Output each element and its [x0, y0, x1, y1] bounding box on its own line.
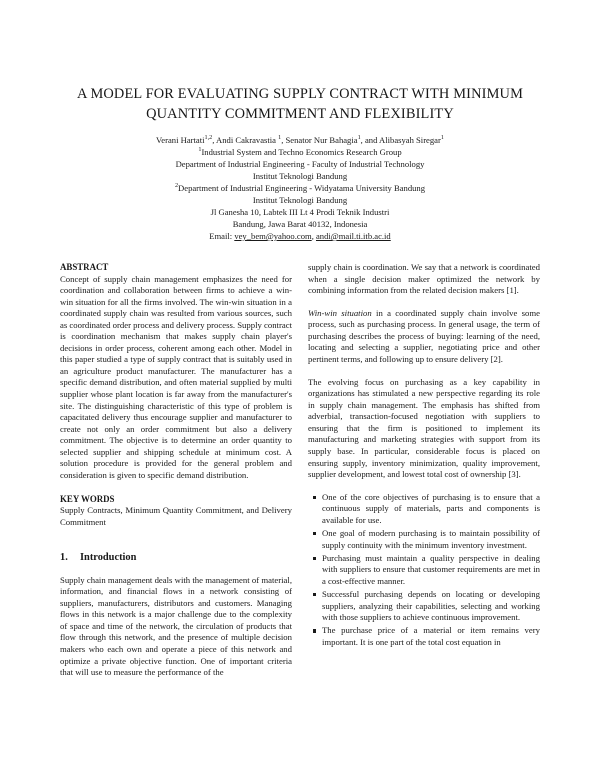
author-sup-4: 1 — [440, 134, 444, 142]
left-column — [60, 262, 292, 679]
affiliation-line-2: Department of Industrial Engineering - Faculty of Industrial Technology — [175, 159, 425, 169]
right-column — [308, 262, 540, 650]
square-bullet-icon — [313, 557, 316, 560]
list-item — [308, 553, 540, 588]
author-name-4: , and Alibasyah Siregar — [360, 135, 441, 145]
introduction-number: 1. — [60, 551, 68, 563]
purchasing-objectives-list — [308, 492, 540, 648]
author-name-3: , Senator Nur Bahagia — [281, 135, 358, 145]
author-name-1: Verani Hartati — [156, 135, 205, 145]
authors-affiliation-block — [60, 134, 540, 242]
list-item-text: Purchasing must maintain a quality perspective in dealing with suppliers to ensure that customer requirements are met in a cost-effective manner. — [322, 552, 540, 586]
author-sup-2: 1 — [278, 134, 282, 142]
author-sup-1: 1,2 — [204, 134, 213, 142]
email-label: Email: — [209, 231, 235, 241]
keywords-heading: KEY WORDS — [60, 493, 115, 504]
introduction-paragraph-1-continued: supply chain is coordination. We say that a network is coordinated when a single decision maker optimized the network by combining information from the related decision makers [1]. — [308, 262, 540, 296]
page-title: A MODEL FOR EVALUATING SUPPLY CONTRACT WITH MINIMUM QUANTITY COMMITMENT AND FLEXIBILITY — [76, 86, 524, 122]
winwin-italic-lead: Win-win situation — [308, 307, 372, 318]
list-item-text: One of the core objectives of purchasing is to ensure that a continuous supply of materials, parts and components is available for use. — [322, 491, 540, 525]
evolving-focus-paragraph: The evolving focus on purchasing as a key capability in organizations has stimulated a new perspective regarding its role in supply chain management. The emphasis has shifted from adverbial, transaction-focused negotiation with suppliers to ensuring that the firm is positioned to implement its manufacturing and marketing strategies with support from its supply base. In particular, considerable focus is placed on ensuring supply, inventory minimization, quality improvement, supplier development, and lowest total cost of ownership [3]. — [308, 376, 540, 480]
square-bullet-icon — [313, 532, 316, 535]
introduction-heading — [60, 551, 292, 564]
affiliation-line-5: Institut Teknologi Bandung — [252, 195, 348, 205]
square-bullet-icon — [313, 629, 316, 632]
list-item-text: Successful purchasing depends on locating or developing suppliers, analyzing their capabilities, selecting and working with those suppliers to achieve continuous improvement. — [322, 589, 540, 623]
affiliation-line-6: Jl Ganesha 10, Labtek III Lt 4 Prodi Teknik Industri — [210, 207, 390, 217]
winwin-rest: in a coordinated supply chain involve some process, such as purchasing process. In general usage, the term of purchasing describes the process of buying: learning of the need, locating and selecting a supplier, negotiating price and other pertinent terms, and following up to ensure delivery [2]. — [308, 307, 540, 365]
authors-line — [60, 134, 540, 146]
email-separator: , — [311, 231, 316, 241]
affiliation-text-1: Industrial System and Techno Economics Research Group — [201, 147, 402, 157]
affiliation-marker-1: 1 — [198, 146, 202, 154]
list-item — [308, 589, 540, 624]
email-link-2[interactable]: andi@mail.ti.itb.ac.id — [315, 231, 391, 241]
list-item-text: The purchase price of a material or item remains very important. It is one part of the total cost equation in — [322, 625, 540, 647]
affiliation-line-7: Bandung, Jawa Barat 40132, Indonesia — [232, 219, 368, 229]
email-link-1[interactable]: vey_bem@yahoo.com — [234, 231, 312, 241]
introduction-heading-label: Introduction — [80, 551, 137, 563]
affiliation-line-3: Institut Teknologi Bandung — [252, 171, 348, 181]
email-line — [60, 230, 540, 242]
affiliation-text-4: Department of Industrial Engineering - Widyatama University Bandung — [178, 183, 426, 193]
abstract-body: Concept of supply chain management emphasizes the need for coordination and collaboration between firms to achieve a win-win situation for all the firms involved. The win-win situation in a coordinated supply chain was resulted from various sources, such as coordinated order process and delivery process. Supply contract is coordination mechanism that makes supply chain player's decisions in order process, coherent among each other. Model in this paper studied a type of supply contract that is suitably used in an agriculture product manufacturer. The manufacturer has a specific demand distribution, and often material supplied by multi supplier whose plant location is far away from the manufacturer's site. The distinguishing characteristic of this type of problem is capacitated delivery thus encourage supplier and manufacturer to create not only an order commitment but also a delivery commitment. The objective is to determine an order quantity to selected supplier and shipping schedule at minimum cost. A solution procedure is provided for the general problem and consideration is given to specific demand distribution. — [60, 273, 292, 480]
affiliation-marker-2: 2 — [174, 182, 179, 190]
list-item-text: One goal of modern purchasing is to maintain possibility of supply continuity with the minimum inventory investment. — [322, 528, 540, 550]
author-name-2: , Andi Cakravastia — [212, 135, 279, 145]
affiliation-line-1 — [60, 146, 540, 158]
list-item — [308, 625, 540, 648]
introduction-paragraph-1: Supply chain management deals with the management of material, information, and financial flows in a network consisting of suppliers, manufacturers, distributors and customers. Managing flows in this network is a major challenge due to the complexity of space and time of the network, the circulation of products that flow through this network, and the presence of multiple decision makers who each own and operate a piece of this network and optimize a private objective function. One of important criteria that will use to measure the performance of the — [60, 574, 292, 678]
list-item — [308, 492, 540, 527]
author-sup-3: 1 — [357, 134, 361, 142]
affiliation-line-4 — [60, 182, 540, 194]
winwin-paragraph — [308, 308, 540, 366]
abstract-heading: ABSTRACT — [60, 262, 109, 272]
square-bullet-icon — [313, 496, 316, 499]
square-bullet-icon — [313, 593, 316, 596]
keywords-body: Supply Contracts, Minimum Quantity Commitment, and Delivery Commitment — [60, 505, 292, 527]
list-item — [308, 528, 540, 551]
